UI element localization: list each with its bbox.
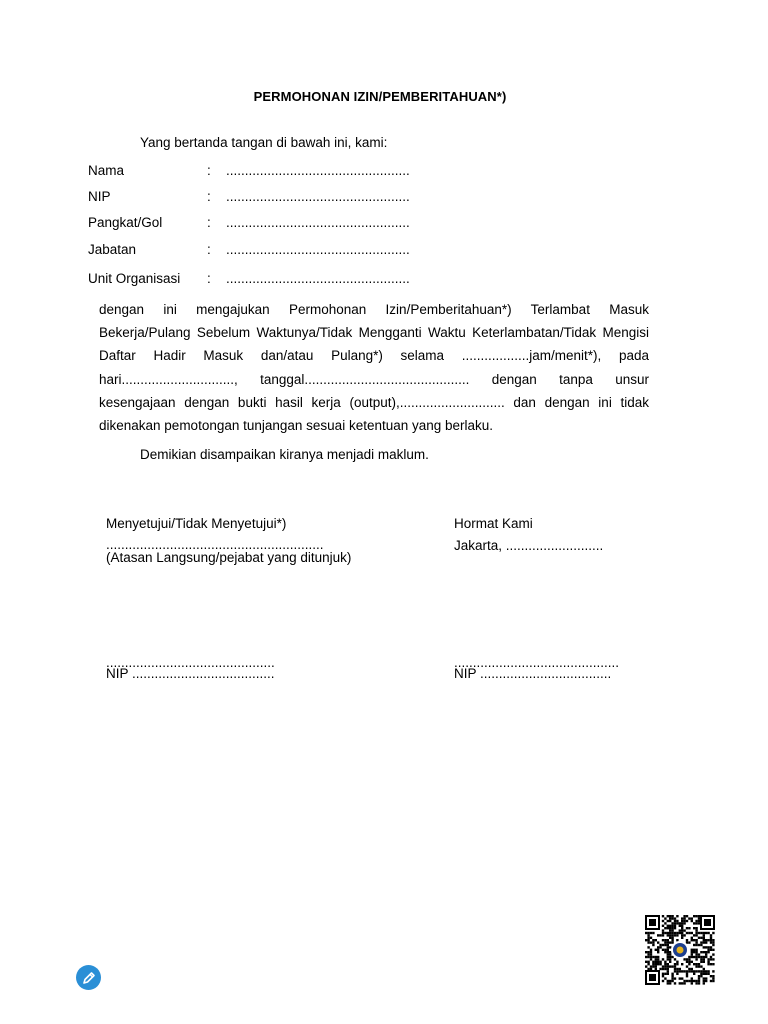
document-title: PERMOHONAN IZIN/PEMBERITAHUAN*) [253, 89, 507, 104]
field-colon: : [207, 215, 211, 230]
field-label-jabatan: Jabatan [88, 242, 137, 257]
field-colon: : [207, 271, 211, 286]
field-value-unit-organisasi: ................................................. [226, 271, 410, 286]
edit-badge-icon[interactable] [76, 965, 101, 990]
field-label-pangkat: Pangkat/Gol [88, 215, 163, 230]
right-signature-name-line: ............................................ [454, 655, 620, 670]
field-value-nip: ................................................. [226, 189, 410, 204]
field-label-nip: NIP [88, 189, 111, 204]
field-colon: : [207, 163, 211, 178]
intro-text: Yang bertanda tangan di bawah ini, kami: [140, 135, 388, 150]
field-colon: : [207, 242, 211, 257]
left-signature-name-line: ............................................. [106, 655, 275, 670]
right-signature-place-date: Jakarta, .......................... [454, 538, 604, 553]
left-signature-heading: Menyetujui/Tidak Menyetujui*) [106, 516, 287, 531]
field-value-jabatan: ................................................. [226, 242, 410, 257]
body-paragraph: dengan ini mengajukan Permohonan Izin/Pemberitahuan*) Terlambat Masuk Bekerja/Pulang Sebelum Waktunya/Tidak Mengganti Waktu Keterlambatan/Tidak Mengisi Daftar Hadir Masuk dan/atau Pulang*) selama ..................jam/menit*), pada hari.............................., tanggal............................................ dengan tanpa unsur kesengajaan dengan bukti hasil kerja (output),............................ dan dengan ini tidak dikenakan pemotongan tunjangan sesuai ketentuan yang berlaku. [99, 302, 649, 434]
closing-text: Demikian disampaikan kiranya menjadi maklum. [140, 447, 429, 462]
field-label-nama: Nama [88, 163, 125, 178]
left-signature-dots: .......................................................... [106, 537, 324, 552]
left-signature-nip: NIP ...................................... [106, 666, 275, 681]
qr-code-icon [644, 914, 716, 986]
field-value-nama: ................................................. [226, 163, 410, 178]
right-signature-nip: NIP ................................... [454, 666, 612, 681]
field-value-pangkat: ................................................. [226, 215, 410, 230]
right-signature-heading: Hormat Kami [454, 516, 533, 531]
field-colon: : [207, 189, 211, 204]
pen-icon [81, 970, 97, 986]
field-label-unit-organisasi: Unit Organisasi [88, 271, 181, 286]
left-signature-role: (Atasan Langsung/pejabat yang ditunjuk) [106, 550, 352, 565]
